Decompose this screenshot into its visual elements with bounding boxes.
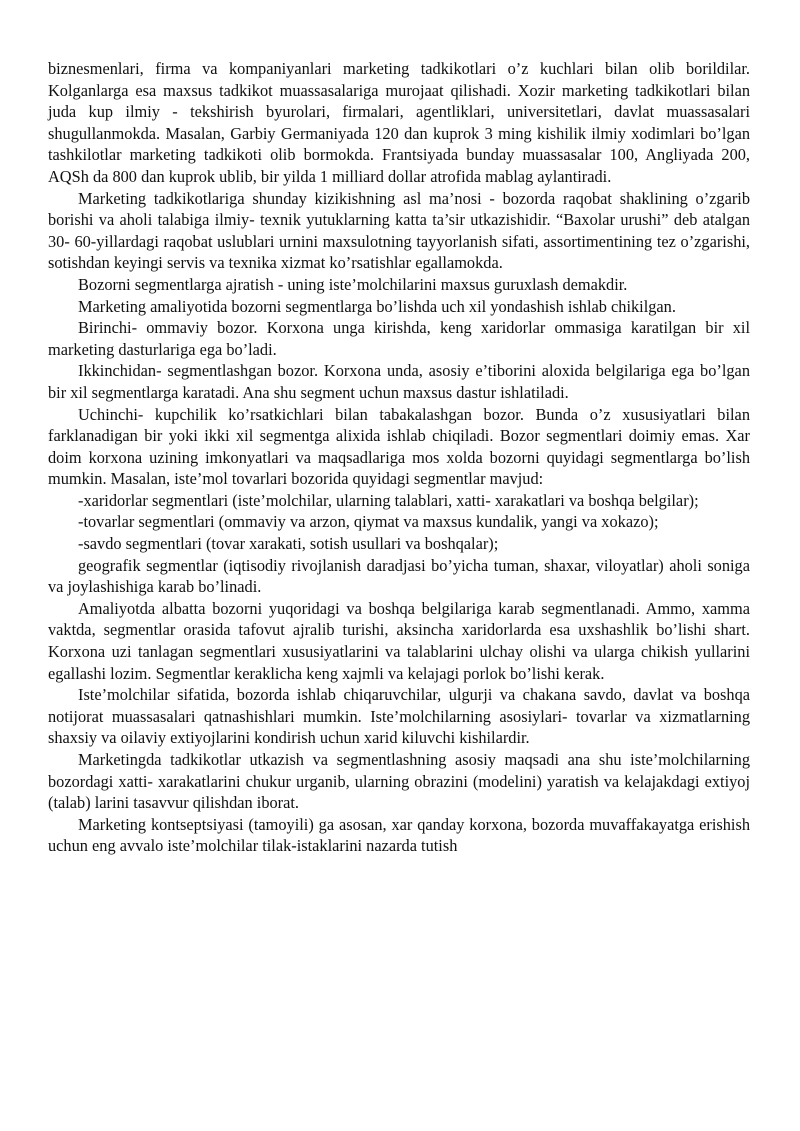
paragraph-consumers: Iste’molchilar sifatida, bozorda ishlab chiqaruvchilar, ulgurji va chakana savdo, davlat va boshqa notijorat muassasalari qatnashishlari mumkin. Iste’molchilarning asosiylari- tovarlar va xizmatlarning shaxsiy va oilaviy extiyojlarini kondirish uchun xarid kiluvchi kishilardir.	[48, 685, 750, 748]
list-item-buyer-segments: -xaridorlar segmentlari (iste’molchilar, ularning talablari, xatti- xarakatlari va boshqa belgilar);	[78, 490, 699, 510]
list-item-trade-segments: -savdo segmentlari (tovar xarakati, sotish usullari va boshqalar);	[78, 534, 499, 554]
paragraph-mass-market: Birinchi- ommaviy bozor. Korxona unga kirishda, keng xaridorlar ommasiga karatilgan bir xil marketing dasturlariga ega bo’ladi.	[48, 318, 750, 359]
paragraph-segmentation-definition: Bozorni segmentlarga ajratish - uning iste’molchilarini maxsus guruxlash demakdir.	[78, 274, 628, 294]
paragraph-research-goal: Marketingda tadkikotlar utkazish va segmentlashning asosiy maqsadi ana shu iste’molchilarning bozordagi xatti- xarakatlarini chukur urganib, ularning obrazini (modelini) yaratish va kelajakdagi extiyoj (talab) larini tasavvur qilishdan iborat.	[48, 750, 750, 813]
paragraph-marketing-concept: Marketing kontseptsiyasi (tamoyili) ga asosan, xar qanday korxona, bozorda muvaffakayatga erishish uchun eng avvalo iste’molchilar tilak-istaklarini nazarda tutish	[48, 814, 750, 856]
paragraph-three-approaches: Marketing amaliyotida bozorni segmentlarga bo’lishda uch xil yondashish ishlab chikilgan.	[78, 296, 676, 316]
paragraph-continuation: biznesmenlari, firma va kompaniyanlari marketing tadkikotlari o’z kuchlari bilan olib borildilar. Kolganlarga esa maxsus tadkikot muassasalariga murojaat qilishadi. Xozir marketing tadkikotlari bilan juda kup ilmiy - tekshirish byurolari, firmalari, agentliklari, universitetlari, davlat muassasalari shugullanmokda. Masalan, Garbiy Germaniyada 120 dan kuprok 3 ming kishilik ilmiy xodimlari bo’lgan tashkilotlar marketing tadkikoti olib bormokda. Frantsiyada bunday muassasalar 100, Angliyada 200, AQSh da 800 dan kuprok ublib, bir yilda 1 milliard dollar atrofida mablag aylantiradi.	[48, 59, 750, 186]
paragraph-segmented-market: Ikkinchidan- segmentlashgan bozor. Korxona unda, asosiy e’tiborini aloxida belgilariga ega bo’lgan bir xil segmentlarga karatadi. Ana shu segment uchun maxsus dastur ishlatiladi.	[48, 361, 750, 402]
paragraph-marketing-interest: Marketing tadkikotlariga shunday kizikishning asl ma’nosi - bozorda raqobat shaklining o’zgarib borishi va aholi talabiga ilmiy- texnik yutuklarning katta ta’sir utkazishidir. “Baxolar urushi” deb atalgan 30- 60-yillardagi raqobat uslublari urnini maxsulotning tayyorlanish sifati, assortimentining tez o’zgarishi, sotishdan keyingi servis va texnika xizmat ko’rsatishlar egallamokda.	[48, 188, 750, 273]
list-item-geographic-segments: geografik segmentlar (iqtisodiy rivojlanish daradjasi bo’yicha tuman, shaxar, viloyatlar) aholi soniga va joylashishiga karab bo’linadi.	[48, 555, 750, 597]
list-item-product-segments: -tovarlar segmentlari (ommaviy va arzon, qiymat va maxsus kundalik, yangi va xokazo);	[78, 512, 659, 532]
paragraph-practice: Amaliyotda albatta bozorni yuqoridagi va boshqa belgilariga karab segmentlanadi. Ammo, xamma vaktda, segmentlar orasida tafovut ajralib turishi, aksincha xaridorlarda esa uxshashlik bo’lishi shart. Korxona uzi tanlagan segmentlari xususiyatlarini va talablarini ulchay olishi va ularga chikish yullarini egallashi lozim. Segmentlar keraklicha keng xajmli va kelajagi porlok bo’lishi kerak.	[48, 598, 750, 683]
paragraph-stratified-market: Uchinchi- kupchilik ko’rsatkichlari bilan tabakalashgan bozor. Bunda o’z xususiyatlari bilan farklanadigan bir yoki ikki xil segmentga alixida ishlab chiqiladi. Bozor segmentlari doimiy emas. Xar doim korxona uzining imkonyatlari va maqsadlariga mos xolda bozorni quyidagi segmentlarga bo’lish mumkin. Masalan, iste’mol tovarlari bozorida quyidagi segmentlar mavjud:	[48, 404, 750, 489]
